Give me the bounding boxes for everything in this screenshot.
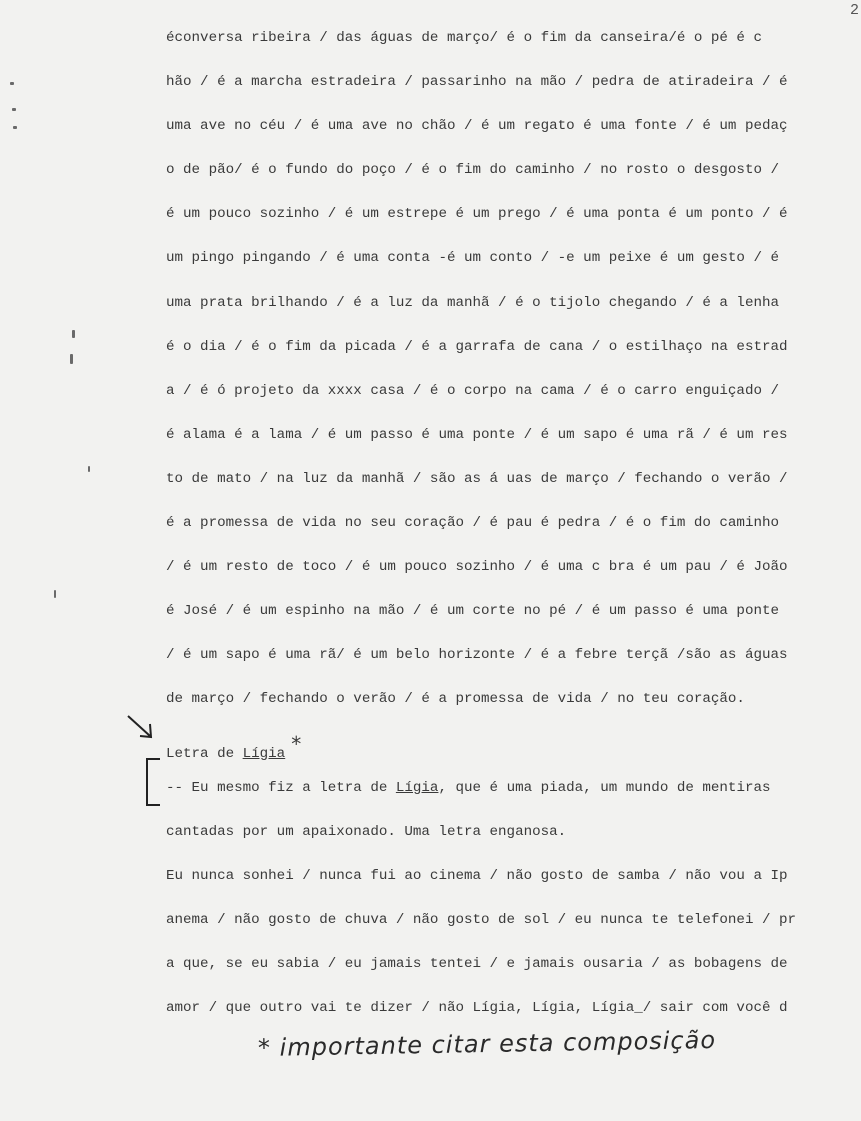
text-line: uma ave no céu / é uma ave no chão / é um regato é uma fonte / é um pedaç (166, 118, 788, 135)
lyric-line: amor / que outro vai te dizer / não Lígia, Lígia, Lígia_/ sair com você d (166, 1000, 788, 1017)
paragraph-text: cantadas por um apaixonado. Uma letra enganosa. (166, 823, 567, 840)
text-line: / é um resto de toco / é um pouco sozinho / é uma c bra é um pau / é João (166, 559, 788, 576)
text-line: o de pão/ é o fundo do poço / é o fim do caminho / no rosto o desgosto / (166, 162, 779, 179)
text-line: é José / é um espinho na mão / é um corte no pé / é um passo é uma ponte (166, 603, 779, 620)
text-line: / é um sapo é uma rã/ é um belo horizonte / é a febre terçã /são as águas (166, 647, 788, 664)
margin-speck (54, 590, 56, 598)
text-line: a / é ó projeto da xxxx casa / é o corpo na cama / é o carro enguiçado / (166, 382, 779, 399)
bracket-mark (146, 758, 160, 806)
paragraph-text: , que é uma piada, um mundo de mentiras (438, 779, 771, 796)
lyric-line: a que, se eu sabia / eu jamais tentei / e jamais ousaria / as bobagens de (166, 955, 788, 972)
heading-prefix: Letra de (166, 745, 243, 762)
heading-name: Lígia (242, 745, 286, 762)
text-line: uma prata brilhando / é a luz da manhã / é o tijolo chegando / é a lenha (166, 294, 779, 311)
paragraph-line (166, 810, 826, 854)
arrow-mark-icon (124, 712, 160, 746)
text-line: é o dia / é o fim da picada / é a garrafa de cana / o estilhaço na estrad (166, 338, 788, 355)
page-number: 2 (849, 2, 859, 19)
text-line: éconversa ribeira / das águas de março/ é o fim da canseira/é o pé é c (166, 30, 762, 46)
margin-speck (12, 108, 16, 111)
margin-speck (13, 126, 17, 129)
text-line: to de mato / na luz da manhã / são as á uas de março / fechando o verão / (166, 470, 788, 487)
margin-speck (70, 354, 73, 364)
margin-speck (88, 466, 90, 472)
margin-speck (10, 82, 14, 85)
section-heading (166, 722, 826, 766)
heading-asterisk: * (291, 731, 302, 756)
paragraph-name: Lígia (395, 779, 439, 796)
lyric-line: Eu nunca sonhei / nunca fui ao cinema / não gosto de samba / não vou a Ip (166, 867, 788, 884)
paragraph-line (166, 766, 826, 810)
paragraph-text: -- Eu mesmo fiz a letra de (166, 779, 396, 796)
text-line: um pingo pingando / é uma conta -é um conto / -e um peixe é um gesto / é (166, 250, 779, 267)
text-line: é um pouco sozinho / é um estrepe é um prego / é uma ponta é um ponto / é (166, 206, 788, 223)
lyric-line: anema / não gosto de chuva / não gosto de sol / eu nunca te telefonei / pr (166, 911, 797, 928)
typed-text-block (166, 16, 826, 1030)
handwritten-note: * importante citar esta composição (257, 1026, 717, 1062)
text-line: de março / fechando o verão / é a promessa de vida / no teu coração. (166, 691, 745, 708)
text-line: hão / é a marcha estradeira / passarinho na mão / pedra de atiradeira / é (166, 74, 788, 91)
text-line: é a promessa de vida no seu coração / é pau é pedra / é o fim do caminho (166, 515, 779, 532)
margin-speck (72, 330, 75, 338)
text-line: é alama é a lama / é um passo é uma ponte / é um sapo é uma rã / é um res (166, 426, 788, 443)
